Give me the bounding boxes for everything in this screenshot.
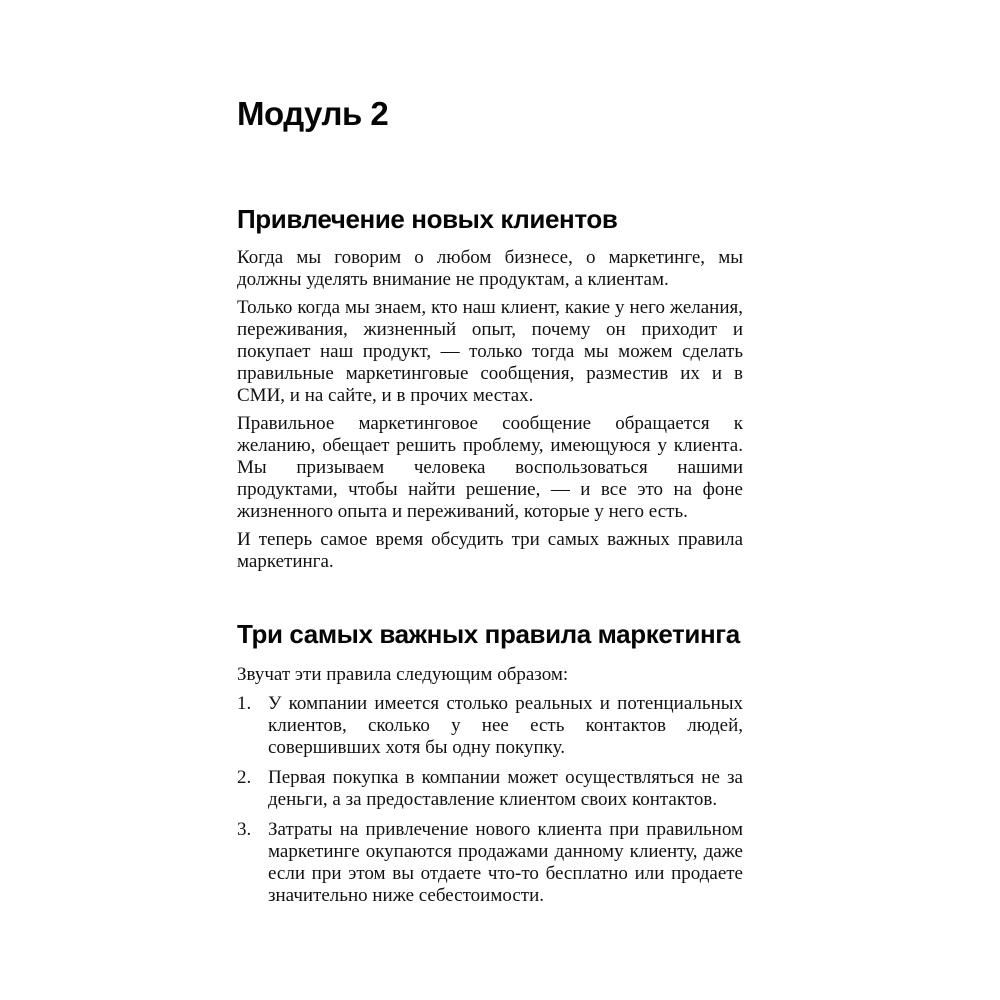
list-item-text: Затраты на привлечение нового клиента при правильном маркетинге окупаются продажами данному клиенту, даже если при этом вы отдаете что-то бесплатно или продаете значительно ниже себестоимости. [268, 819, 743, 906]
section1-heading: Привлечение новых клиентов [237, 204, 618, 234]
list-item [237, 693, 743, 759]
paragraph: Когда мы говорим о любом бизнесе, о маркетинге, мы должны уделять внимание не продуктам, а клиентам. [237, 247, 743, 290]
list-item-text: У компании имеется столько реальных и потенциальных клиентов, сколько у нее есть контактов людей, совершивших хотя бы одну покупку. [268, 693, 743, 758]
section-three-rules [237, 620, 743, 907]
section2-heading: Три самых важных правила маркетинга [237, 619, 740, 649]
paragraph: И теперь самое время обсудить три самых важных правила маркетинга. [237, 529, 743, 572]
paragraph: Правильное маркетинговое сообщение обращается к желанию, обещает решить проблему, имеющуюся у клиента. Мы призываем человека воспользоваться нашими продуктами, чтобы найти решение, — и все это на фоне жизненного опыта и переживаний, которые у него есть. [237, 413, 743, 522]
list-item [237, 819, 743, 907]
module-heading: Модуль 2 [237, 95, 389, 132]
page-content [237, 97, 743, 907]
rules-intro: Звучат эти правила следующим образом: [237, 664, 569, 685]
list-item-number: 2. [237, 767, 252, 788]
section-attracting-clients [237, 205, 743, 573]
list-item-number: 3. [237, 819, 252, 840]
paragraph: Только когда мы знаем, кто наш клиент, какие у него желания, переживания, жизненный опыт, почему он приходит и покупает наш продукт, — только тогда мы можем сделать правильные маркетинговые сообщения, разместив их и в СМИ, и на сайте, и в прочих местах. [237, 297, 743, 406]
rules-list [237, 693, 743, 907]
list-item [237, 767, 743, 811]
list-item-text: Первая покупка в компании может осуществляться не за деньги, а за предоставление клиентом своих контактов. [268, 767, 743, 810]
list-item-number: 1. [237, 693, 252, 714]
